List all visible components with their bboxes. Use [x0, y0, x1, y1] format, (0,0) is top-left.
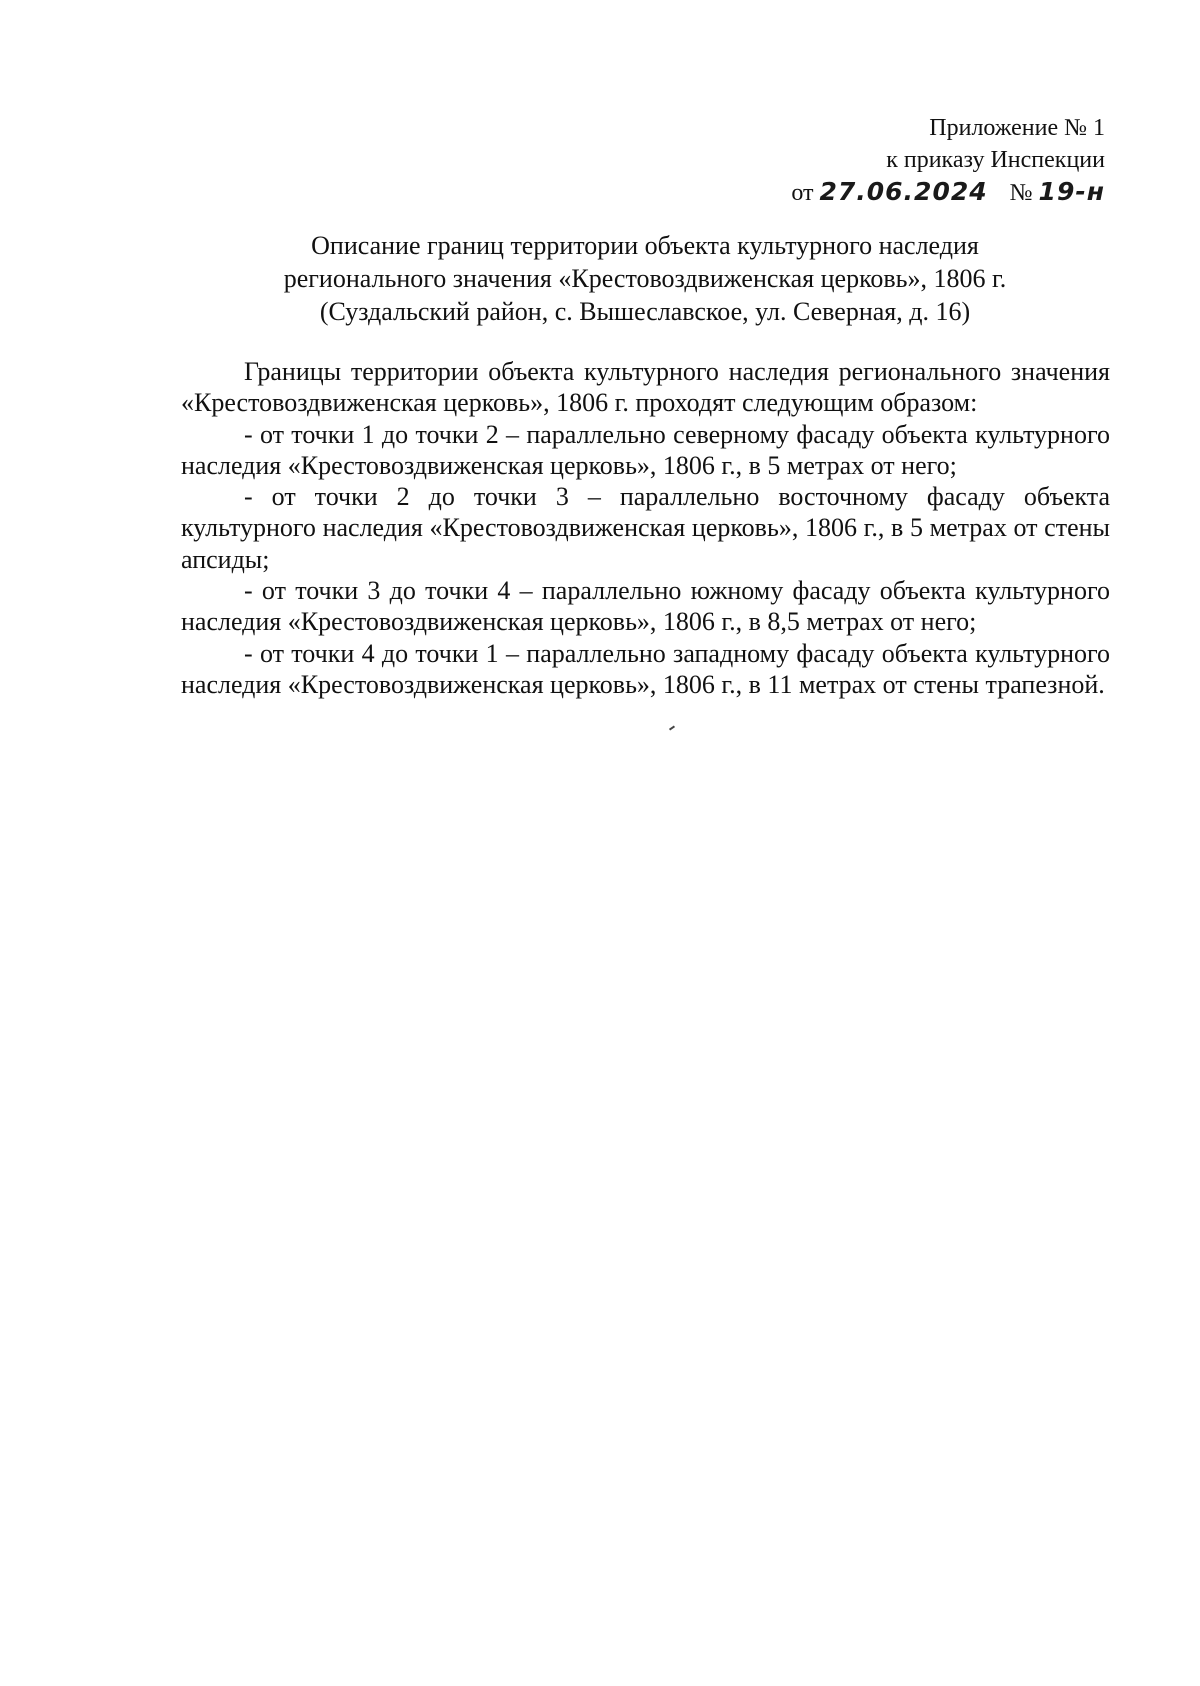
date-prefix: от	[791, 180, 814, 206]
title-line-2: регионального значения «Крестовоздвиженская церковь», 1806 г.	[283, 264, 1007, 293]
appendix-label: Приложение № 1	[929, 115, 1105, 141]
number-prefix: №	[1009, 180, 1033, 206]
intro-paragraph: Границы территории объекта культурного наследия регионального значения «Крестовоздвиженская церковь», 1806 г. проходят следующим образом:	[181, 357, 1110, 418]
boundary-item-2: - от точки 2 до точки 3 – параллельно восточному фасаду объекта культурного наследия «Крестовоздвиженская церковь», 1806 г., в 5 метрах от стены апсиды;	[181, 482, 1110, 574]
handwritten-date: 27.06.2024	[819, 177, 988, 206]
document-body	[181, 356, 1110, 700]
title-line-3: (Суздальский район, с. Вышеславское, ул. Северная, д. 16)	[319, 297, 971, 326]
appendix-order-reference: к приказу Инспекции	[886, 147, 1105, 173]
document-title	[180, 229, 1110, 328]
boundary-item-3: - от точки 3 до точки 4 – параллельно южному фасаду объекта культурного наследия «Крестовоздвиженская церковь», 1806 г., в 8,5 метрах от него;	[181, 576, 1110, 637]
boundary-item-4: - от точки 4 до точки 1 – параллельно западному фасаду объекта культурного наследия «Крестовоздвиженская церковь», 1806 г., в 11 метрах от стены трапезной.	[181, 638, 1110, 699]
title-line-1: Описание границ территории объекта культурного наследия	[311, 231, 979, 260]
boundary-item-1: - от точки 1 до точки 2 – параллельно северному фасаду объекта культурного наследия «Крестовоздвиженская церковь», 1806 г., в 5 метрах от него;	[181, 419, 1110, 480]
order-date-number-line	[791, 176, 1105, 209]
appendix-header	[791, 112, 1105, 209]
handwritten-order-number: 19-н	[1038, 177, 1105, 206]
scan-artifact-mark	[669, 725, 675, 730]
